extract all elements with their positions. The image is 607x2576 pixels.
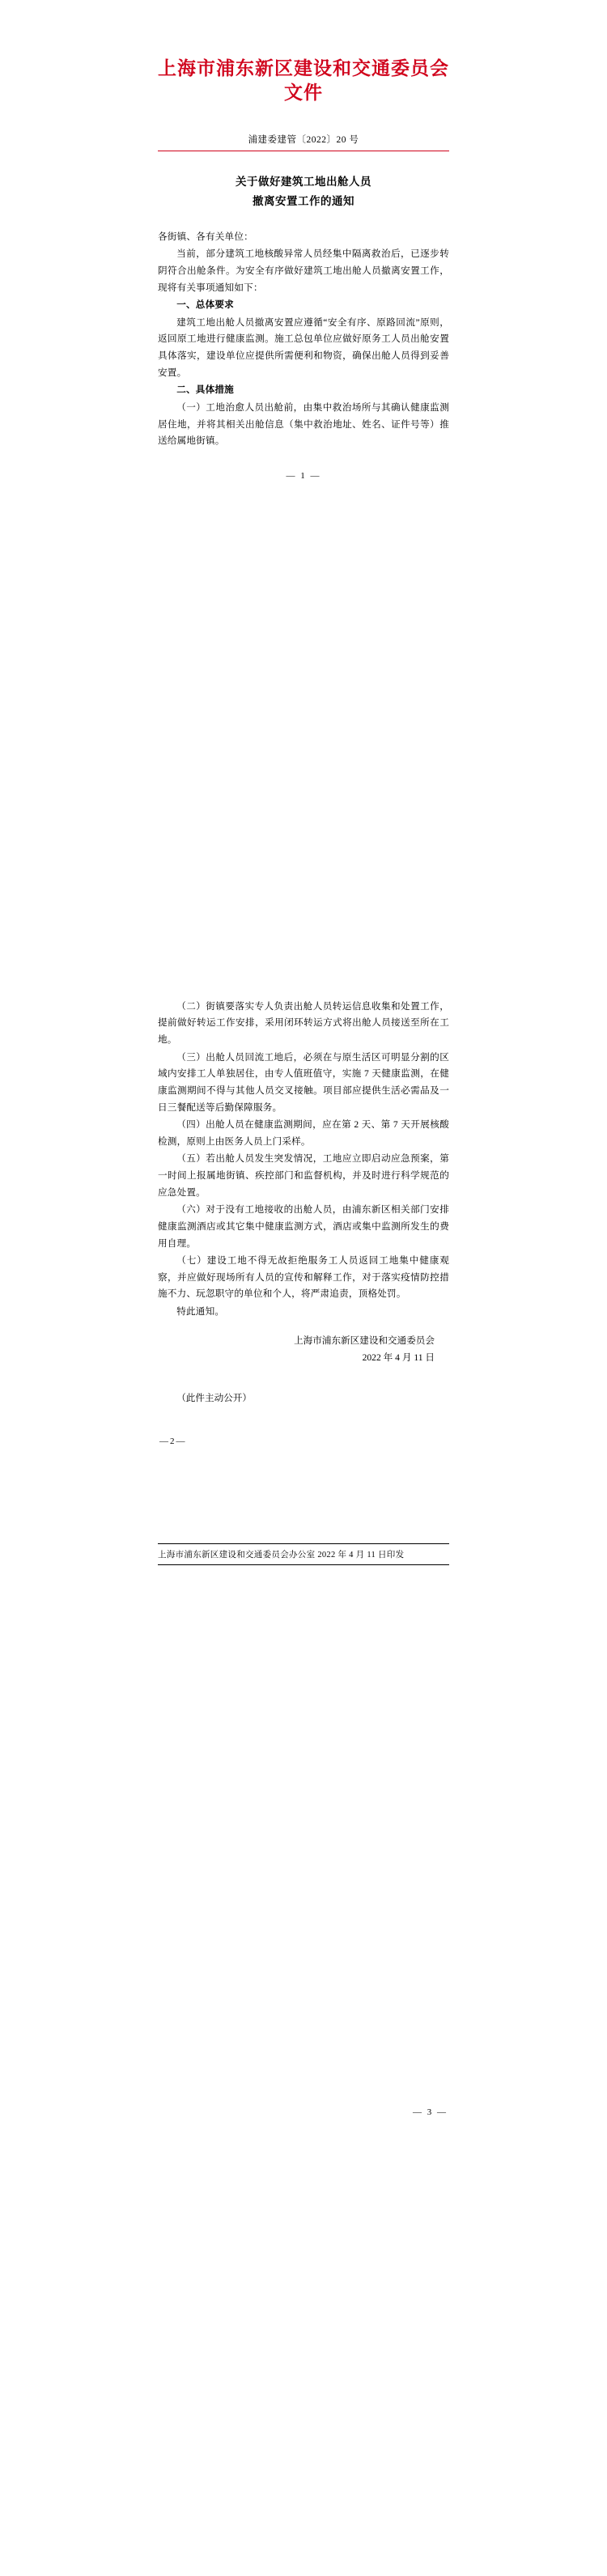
intro-paragraph: 当前，部分建筑工地核酸异常人员经集中隔离救治后，已逐步转阴符合出舱条件。为安全有序做好建筑工地出舱人员撤离安置工作，现将有关事项通知如下： [158, 248, 449, 293]
closing-line: 特此通知。 [176, 1306, 225, 1317]
page-1-bottom-spacer [0, 481, 607, 902]
signature-organization: 上海市浦东新区建设和交通委员会 [294, 1335, 435, 1346]
document-page-1 [0, 0, 607, 902]
document-footer [158, 1543, 449, 1565]
section-1-heading: 一、总体要求 [176, 299, 234, 311]
document-page-2 [0, 902, 607, 1986]
page-1-content [158, 0, 449, 481]
openness-note: （此件主动公开） [176, 1392, 252, 1403]
measure-item-2: （二）街镇要落实专人负责出舱人员转运信息收集和处置工作，提前做好转运工作安排，采用闭环转运方式将出舱人员接送至所在工地。 [158, 1000, 449, 1045]
spacer [158, 2043, 449, 2107]
page-number-1: — 1 — [286, 470, 321, 481]
measure-item-3: （三）出舱人员回流工地后，必须在与原生活区可明显分割的区域内安排工人单独居住，由专人值班值守，实施 7 天健康监测，在健康监测期间不得与其他人员交叉接触。项目部应提供生活必需品及一日三餐配送等后勤保障服务。 [158, 1051, 449, 1113]
spacer [158, 1404, 449, 1437]
salutation: 各街镇、各有关单位： [158, 231, 253, 242]
page-2-content [158, 902, 449, 1565]
section-2-heading: 二、具体措施 [176, 384, 234, 396]
document-number: 浦建委建管〔2022〕20 号 [248, 134, 359, 145]
section-1-body: 建筑工地出舱人员撤离安置应遵循“安全有序、原路回流”原则，返回原工地进行健康监测。施工总包单位应做好原务工人员出舱安置具体落实，建设单位应提供所需便利和物资，确保出舱人员得到妥善安置。 [158, 316, 449, 378]
page-2-bottom-spacer [0, 1565, 607, 1986]
footer-divider-top [158, 1543, 449, 1544]
measure-item-1: （一）工地治愈人员出舱前，由集中救治场所与其确认健康监测居住地，并将其相关出舱信息（集中救治地址、姓名、证件号等）推送给属地街镇。 [158, 401, 449, 447]
page-title-line-2: 撤离安置工作的通知 [253, 195, 354, 207]
page-title-line-1: 关于做好建筑工地出舱人员 [236, 176, 371, 189]
page-3-content [158, 1986, 449, 2117]
measure-item-4: （四）出舱人员在健康监测期间，应在第 2 天、第 7 天开展核酸检测，原则上由医务人员上门采样。 [158, 1119, 449, 1147]
measure-item-5: （五）若出舱人员发生突发情况，工地应立即启动应急预案，第一时间上报属地街镇、疾控部门和监督机构，并及时进行科学规范的应急处置。 [158, 1153, 449, 1198]
signature-date: 2022 年 4 月 11 日 [362, 1352, 435, 1364]
document-page-3 [0, 1986, 607, 2117]
page-number-3: — 3 — [413, 2107, 448, 2117]
page-number-2: —2— [159, 1436, 187, 1446]
measure-item-6: （六）对于没有工地接收的出舱人员，由浦东新区相关部门安排健康监测酒店或其它集中健康监测方式，酒店或集中监测所发生的费用自理。 [158, 1204, 449, 1249]
page-title [158, 172, 449, 210]
red-divider-rule [158, 151, 449, 152]
footer-issuer-line: 上海市浦东新区建设和交通委员会办公室 2022 年 4 月 11 日印发 [158, 1550, 405, 1560]
measure-item-7: （七）建设工地不得无故拒绝服务工人员返回工地集中健康观察，并应做好现场所有人员的宣传和解释工作，对于落实疫情防控措施不力、玩忽职守的单位和个人，将严肃追责，顶格处罚。 [158, 1255, 449, 1300]
masthead-title: 上海市浦东新区建设和交通委员会文件 [158, 58, 449, 103]
signature-block [158, 1332, 449, 1367]
